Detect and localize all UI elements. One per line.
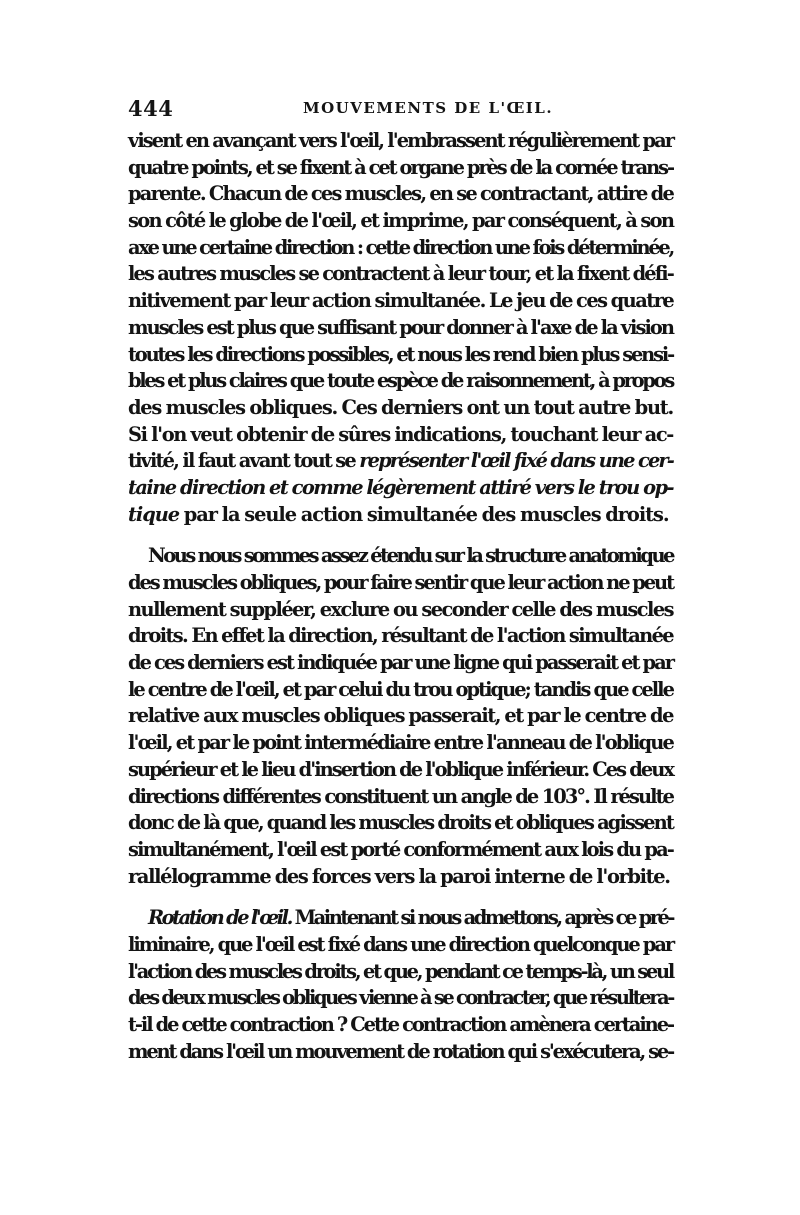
text-line bbox=[128, 932, 673, 959]
italic-text: représenter l'œil fixé dans une cer- bbox=[359, 449, 673, 473]
text-segment: visent en avançant vers l'œil, l'embrassent régulièrement par bbox=[128, 129, 673, 152]
text-line bbox=[128, 475, 673, 502]
text-line bbox=[128, 1039, 673, 1066]
text-segment: ment dans l'œil un mouvement de rotation qui s'exécutera, se- bbox=[128, 1039, 673, 1063]
text-segment: des muscles obliques, pour faire sentir que leur action ne peut bbox=[128, 571, 673, 594]
text-segment: par la seule action simultanée des muscles droits. bbox=[179, 502, 669, 526]
text-line bbox=[128, 181, 673, 208]
text-segment: quatre points, et se fixent à cet organe près de la cornée trans- bbox=[128, 155, 673, 179]
text-segment: Nous nous sommes assez étendu sur la structure anatomique bbox=[148, 544, 673, 568]
text-line bbox=[128, 837, 673, 864]
running-title: MOUVEMENTS DE L'ŒIL. bbox=[303, 99, 554, 117]
text-segment: son côté le globe de l'œil, et imprime, par conséquent, à son bbox=[128, 209, 674, 233]
text-segment: nitivement par leur action simultanée. Le jeu de ces quatre bbox=[128, 289, 674, 313]
text-segment: directions différentes constituent un angle de 103°. Il résulte bbox=[128, 784, 673, 808]
text-line bbox=[128, 422, 673, 449]
italic-text: Rotation de l'œil. bbox=[148, 906, 291, 930]
text-segment: parente. Chacun de ces muscles, en se contractant, attire de bbox=[128, 182, 674, 206]
text-segment: donc de là que, quand les muscles droits et obliques agissent bbox=[128, 811, 673, 835]
page-number: 444 bbox=[128, 96, 174, 121]
text-line bbox=[128, 155, 673, 182]
text-segment: bles et plus claires que toute espèce de raisonnement, à propos bbox=[128, 369, 673, 393]
text-segment: simultanément, l'œil est porté conformément aux lois du pa- bbox=[128, 837, 673, 861]
text-segment: liminaire, que l'œil est fixé dans une direction quelconque par bbox=[128, 932, 673, 956]
text-segment: des muscles obliques. Ces derniers ont un tout autre but. bbox=[128, 395, 673, 419]
text-line bbox=[128, 288, 673, 315]
text-line bbox=[128, 757, 673, 784]
text-line bbox=[128, 959, 673, 986]
text-line bbox=[128, 650, 673, 677]
text-line bbox=[128, 1012, 673, 1039]
text-line bbox=[128, 128, 673, 155]
text-line bbox=[128, 261, 673, 288]
text-line bbox=[128, 342, 673, 369]
text-line bbox=[128, 623, 673, 650]
paragraph bbox=[128, 543, 673, 890]
text-segment: toutes les directions possibles, et nous les rend bien plus sensi- bbox=[128, 342, 673, 366]
text-segment: des deux muscles obliques vienne à se contracter, que résultera- bbox=[128, 986, 673, 1010]
text-segment: les autres muscles se contractent à leur tour, et la fixent défi- bbox=[128, 262, 673, 286]
body-text bbox=[128, 128, 673, 1065]
text-segment: Maintenant si nous admettons, après ce pré- bbox=[290, 906, 673, 930]
text-segment: muscles est plus que suffisant pour donner à l'axe de la vision bbox=[128, 315, 673, 339]
text-line bbox=[128, 677, 673, 704]
paragraph bbox=[128, 905, 673, 1065]
text-line bbox=[128, 448, 673, 475]
italic-text: tique bbox=[128, 502, 180, 526]
text-line bbox=[128, 784, 673, 811]
text-segment: l'œil, et par le point intermédiaire entre l'anneau de l'oblique bbox=[128, 731, 673, 755]
italic-text: taine direction et comme légèrement attiré vers le trou op- bbox=[128, 475, 673, 499]
text-segment: rallélogramme des forces vers la paroi interne de l'orbite. bbox=[128, 864, 670, 888]
text-line bbox=[128, 235, 673, 262]
text-line bbox=[128, 905, 673, 932]
text-line bbox=[128, 810, 673, 837]
text-segment: le centre de l'œil, et par celui du trou optique; tandis que celle bbox=[128, 677, 673, 701]
text-line bbox=[128, 597, 673, 624]
paragraph-gap bbox=[128, 890, 673, 905]
running-head bbox=[128, 96, 668, 122]
text-line bbox=[128, 315, 673, 342]
text-line bbox=[128, 502, 673, 529]
text-line bbox=[128, 395, 673, 422]
text-segment: l'action des muscles droits, et que, pendant ce temps-là, un seul bbox=[128, 959, 673, 983]
text-line bbox=[128, 543, 673, 570]
text-line bbox=[128, 368, 673, 395]
text-segment: relative aux muscles obliques passerait, et par le centre de bbox=[128, 704, 673, 728]
paragraph bbox=[128, 128, 673, 528]
text-line bbox=[128, 208, 673, 235]
text-segment: supérieur et le lieu d'insertion de l'oblique inférieur. Ces deux bbox=[128, 757, 673, 781]
text-segment: axe une certaine direction : cette direction une fois déterminée, bbox=[128, 235, 673, 259]
text-segment: t-il de cette contraction ? Cette contraction amènera certaine- bbox=[128, 1013, 673, 1036]
text-segment: tivité, il faut avant tout se bbox=[128, 449, 360, 473]
text-line bbox=[128, 985, 673, 1012]
text-segment: nullement suppléer, exclure ou seconder celle des muscles bbox=[128, 597, 673, 621]
text-segment: droits. En effet la direction, résultant de l'action simultanée bbox=[128, 624, 673, 648]
text-segment: Si l'on veut obtenir de sûres indications, touchant leur ac- bbox=[128, 422, 673, 446]
text-line bbox=[128, 730, 673, 757]
text-line bbox=[128, 703, 673, 730]
text-segment: de ces derniers est indiquée par une ligne qui passerait et par bbox=[128, 651, 673, 675]
paragraph-gap bbox=[128, 528, 673, 543]
text-line bbox=[128, 570, 673, 597]
text-line bbox=[128, 864, 673, 891]
